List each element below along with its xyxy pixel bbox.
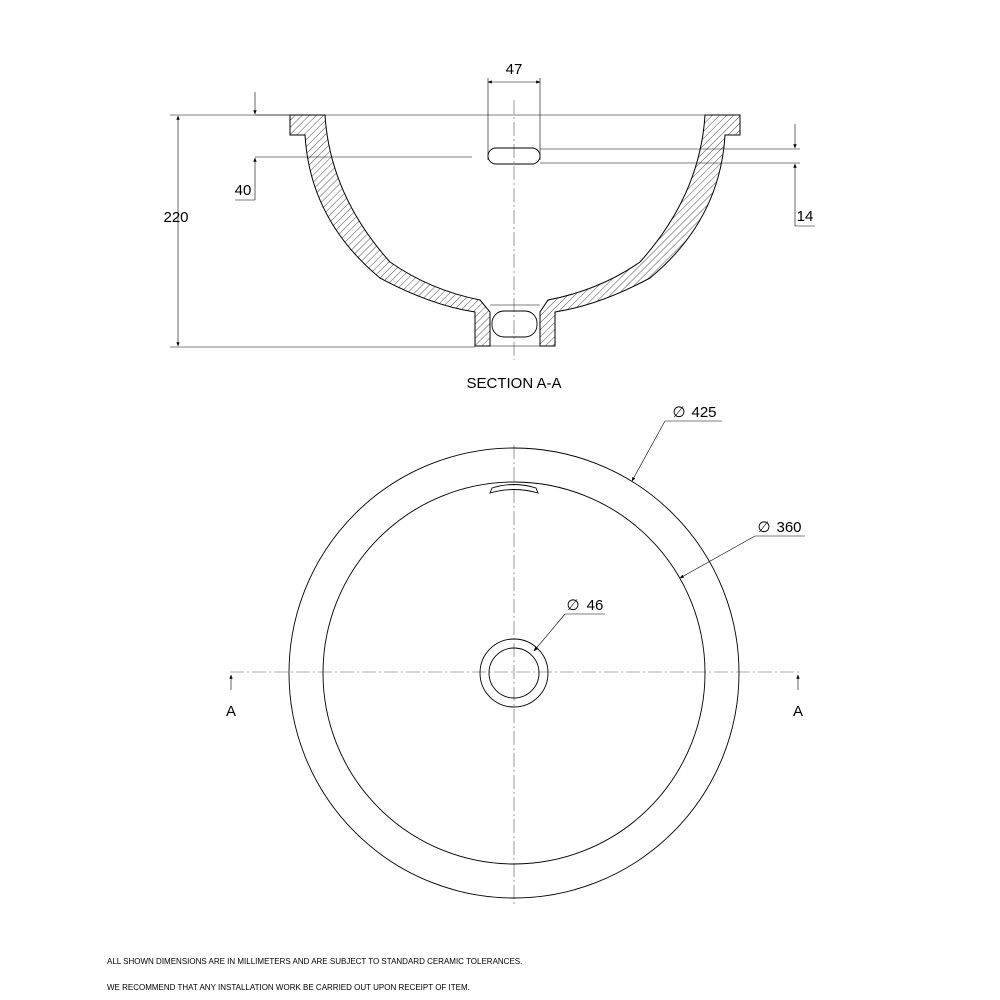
section-right-wall (540, 115, 740, 346)
total-height-label: 220 (163, 209, 189, 226)
inner-diameter-symbol: ∅ (757, 519, 771, 536)
overflow-width-label: 47 (505, 61, 523, 78)
inner-diameter-leader (680, 536, 755, 578)
outer-diameter-leader (632, 421, 665, 481)
outer-diameter-symbol: ∅ (672, 404, 686, 421)
drain-diameter-symbol: ∅ (566, 597, 580, 614)
overflow-height-label: 14 (796, 208, 814, 225)
note-line-2: WE RECOMMEND THAT ANY INSTALLATION WORK BE CARRIED OUT UPON RECEIPT OF ITEM. (107, 983, 470, 992)
overflow-depth-label: 40 (234, 182, 252, 199)
section-title: SECTION A-A (466, 375, 562, 392)
section-view (163, 61, 815, 392)
plan-view (226, 404, 805, 905)
notes (107, 957, 522, 992)
note-line-1: ALL SHOWN DIMENSIONS ARE IN MILLIMETERS AND ARE SUBJECT TO STANDARD CERAMIC TOLERANCES. (107, 957, 523, 966)
section-drain-slot (492, 311, 537, 337)
section-left-wall (290, 115, 490, 346)
section-marker-right: A (792, 703, 804, 720)
drain-diameter-label: 46 (586, 597, 604, 614)
outer-diameter-label: 425 (691, 404, 717, 421)
section-marker-left: A (225, 703, 237, 720)
drain-diameter-leader (534, 614, 565, 651)
inner-diameter-label: 360 (776, 519, 802, 536)
